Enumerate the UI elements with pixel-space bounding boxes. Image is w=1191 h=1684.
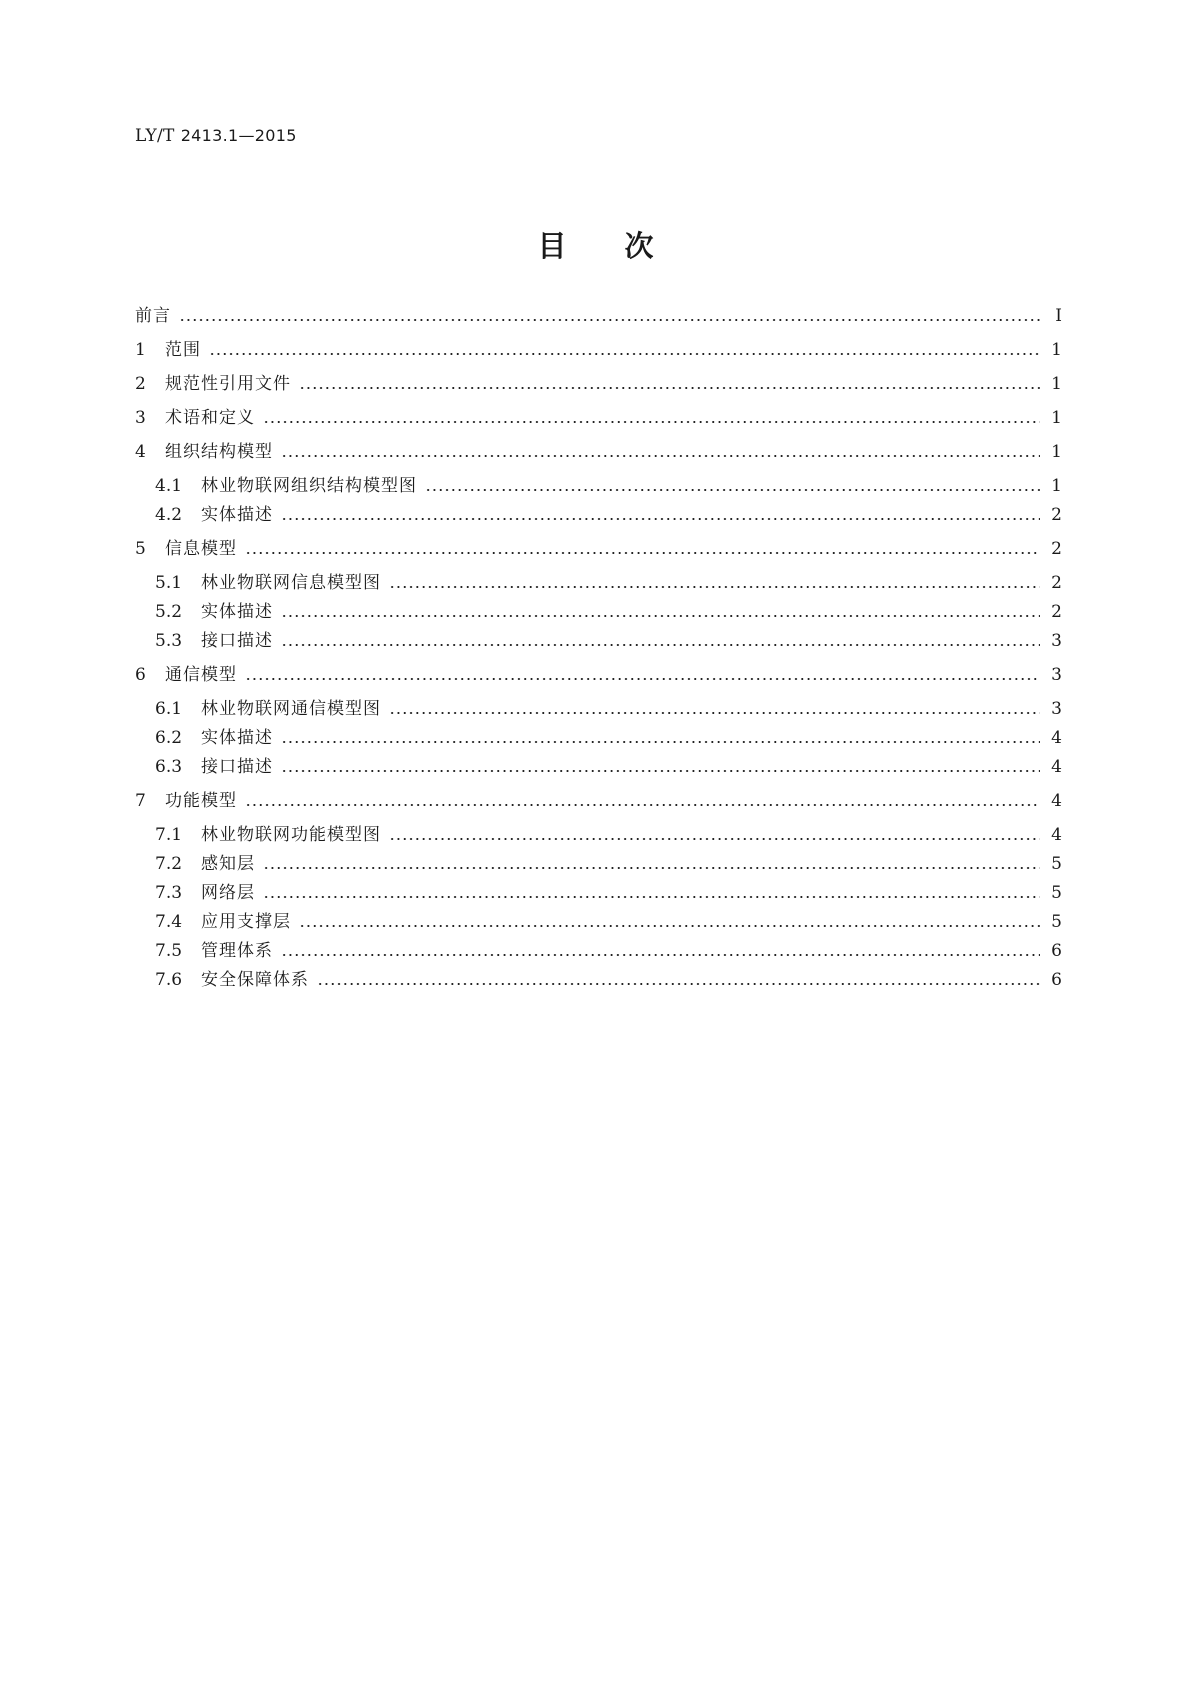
toc-entry-number: 6.2 bbox=[155, 728, 183, 748]
toc-entry-label: 术语和定义 bbox=[165, 408, 255, 428]
toc-entry-page: 4 bbox=[1051, 728, 1062, 748]
toc-entry-number: 4.1 bbox=[155, 476, 183, 496]
toc-dot-leader bbox=[263, 420, 1040, 424]
toc-entry-2[interactable] bbox=[135, 372, 1062, 396]
toc-dot-leader bbox=[209, 352, 1040, 356]
toc-dot-leader bbox=[281, 953, 1040, 957]
toc-entry-label: 接口描述 bbox=[201, 631, 273, 651]
toc-entry-6[interactable] bbox=[135, 663, 1062, 687]
toc-entry-page: 1 bbox=[1051, 442, 1062, 462]
toc-entry-number: 6 bbox=[135, 665, 146, 685]
toc-entry-label: 接口描述 bbox=[201, 757, 273, 777]
toc-entry-page: 3 bbox=[1051, 665, 1062, 685]
toc-dot-leader bbox=[281, 769, 1040, 773]
toc-entry-page: 1 bbox=[1051, 476, 1062, 496]
toc-entry-number: 3 bbox=[135, 408, 146, 428]
toc-dot-leader bbox=[281, 517, 1040, 521]
toc-entry-label: 管理体系 bbox=[201, 941, 273, 961]
toc-entry-number: 7 bbox=[135, 791, 146, 811]
toc-entry-5-1[interactable] bbox=[155, 571, 1062, 595]
toc-entry-page: 6 bbox=[1051, 970, 1062, 990]
toc-entry-label: 林业物联网信息模型图 bbox=[201, 573, 381, 593]
toc-dot-leader bbox=[263, 895, 1040, 899]
toc-entry-page: 4 bbox=[1051, 791, 1062, 811]
toc-entry-label: 规范性引用文件 bbox=[165, 374, 291, 394]
toc-dot-leader bbox=[245, 677, 1040, 681]
toc-entry-7-6[interactable] bbox=[155, 968, 1062, 992]
toc-entry-label: 范围 bbox=[165, 340, 201, 360]
toc-entry-6-1[interactable] bbox=[155, 697, 1062, 721]
toc-entry-7-1[interactable] bbox=[155, 823, 1062, 847]
toc-entry-number: 5.1 bbox=[155, 573, 183, 593]
toc-entry-number: 7.2 bbox=[155, 854, 183, 874]
toc-entry-5[interactable] bbox=[135, 537, 1062, 561]
toc-entry-number: 2 bbox=[135, 374, 146, 394]
toc-dot-leader bbox=[263, 866, 1040, 870]
toc-entry-4-1[interactable] bbox=[155, 474, 1062, 498]
toc-entry-page: 5 bbox=[1051, 912, 1062, 932]
toc-entry-number: 7.3 bbox=[155, 883, 183, 903]
toc-entry-7-4[interactable] bbox=[155, 910, 1062, 934]
toc-entry-page: 5 bbox=[1051, 883, 1062, 903]
toc-entry-number: 7.1 bbox=[155, 825, 183, 845]
toc-dot-leader bbox=[245, 803, 1040, 807]
toc-entry-number: 4 bbox=[135, 442, 146, 462]
toc-entry-label: 安全保障体系 bbox=[201, 970, 309, 990]
toc-entry-number: 7.5 bbox=[155, 941, 183, 961]
toc-entry-5-3[interactable] bbox=[155, 629, 1062, 653]
toc-entry-1[interactable] bbox=[135, 338, 1062, 362]
toc-entry-6-3[interactable] bbox=[155, 755, 1062, 779]
toc-entry-label: 林业物联网通信模型图 bbox=[201, 699, 381, 719]
toc-entry-number: 1 bbox=[135, 340, 146, 360]
toc-entry-page: 2 bbox=[1051, 505, 1062, 525]
standard-prefix: LY/T bbox=[135, 126, 175, 146]
toc-entry-number: 6.3 bbox=[155, 757, 183, 777]
toc-entry-number: 5 bbox=[135, 539, 146, 559]
toc-entry-7-5[interactable] bbox=[155, 939, 1062, 963]
toc-dot-leader bbox=[389, 585, 1040, 589]
page-title: 目次 bbox=[537, 229, 712, 263]
toc-entry-page: 1 bbox=[1051, 408, 1062, 428]
toc-entry-label: 应用支撑层 bbox=[201, 912, 291, 932]
toc-entry-page: 3 bbox=[1051, 631, 1062, 651]
toc-entry-label: 功能模型 bbox=[165, 791, 237, 811]
toc-entry-number: 4.2 bbox=[155, 505, 183, 525]
toc-entry-4[interactable] bbox=[135, 440, 1062, 464]
toc-entry-page: 3 bbox=[1051, 699, 1062, 719]
toc-entry-7-2[interactable] bbox=[155, 852, 1062, 876]
toc-entry-page: 1 bbox=[1051, 340, 1062, 360]
toc-dot-leader bbox=[281, 740, 1040, 744]
standard-code: 2413.1—2015 bbox=[180, 126, 297, 145]
toc-entry-page: 4 bbox=[1051, 757, 1062, 777]
toc-entry-number: 7.4 bbox=[155, 912, 183, 932]
toc-entry-label: 网络层 bbox=[201, 883, 255, 903]
toc-entry-6-2[interactable] bbox=[155, 726, 1062, 750]
toc-dot-leader bbox=[389, 837, 1040, 841]
toc-entry-number: 5.3 bbox=[155, 631, 183, 651]
toc-dot-leader bbox=[179, 318, 1040, 322]
toc-entry-page: 1 bbox=[1051, 374, 1062, 394]
toc-entry-label: 实体描述 bbox=[201, 728, 273, 748]
toc-dot-leader bbox=[245, 551, 1040, 555]
toc-entry-label: 实体描述 bbox=[201, 505, 273, 525]
toc-entry-label: 信息模型 bbox=[165, 539, 237, 559]
toc-entry-label: 林业物联网功能模型图 bbox=[201, 825, 381, 845]
toc-entry-5-2[interactable] bbox=[155, 600, 1062, 624]
toc-dot-leader bbox=[281, 614, 1040, 618]
toc-dot-leader bbox=[281, 454, 1040, 458]
toc-entry-page: 2 bbox=[1051, 573, 1062, 593]
toc-entry-4-2[interactable] bbox=[155, 503, 1062, 527]
toc-entry-number: 7.6 bbox=[155, 970, 183, 990]
toc-entry-7[interactable] bbox=[135, 789, 1062, 813]
toc-entry-label: 感知层 bbox=[201, 854, 255, 874]
toc-dot-leader bbox=[425, 488, 1040, 492]
toc-entry-page: 6 bbox=[1051, 941, 1062, 961]
toc-entry-page: 4 bbox=[1051, 825, 1062, 845]
toc-entry-7-3[interactable] bbox=[155, 881, 1062, 905]
toc-dot-leader bbox=[299, 386, 1040, 390]
toc-dot-leader bbox=[299, 924, 1040, 928]
toc-entry-page: 5 bbox=[1051, 854, 1062, 874]
toc-entry-3[interactable] bbox=[135, 406, 1062, 430]
toc-entry-label: 前言 bbox=[135, 306, 171, 326]
toc-entry-number: 5.2 bbox=[155, 602, 183, 622]
toc-dot-leader bbox=[389, 711, 1040, 715]
toc-entry-page: Ⅰ bbox=[1055, 306, 1062, 326]
toc-dot-leader bbox=[281, 643, 1040, 647]
standard-number bbox=[135, 126, 297, 146]
toc-entry-page: 2 bbox=[1051, 539, 1062, 559]
toc-entry-number: 6.1 bbox=[155, 699, 183, 719]
toc-entry-foreword[interactable] bbox=[135, 304, 1062, 328]
toc-entry-label: 通信模型 bbox=[165, 665, 237, 685]
toc-dot-leader bbox=[317, 982, 1040, 986]
toc-entry-label: 组织结构模型 bbox=[165, 442, 273, 462]
toc-entry-label: 林业物联网组织结构模型图 bbox=[201, 476, 417, 496]
toc-entry-label: 实体描述 bbox=[201, 602, 273, 622]
toc-entry-page: 2 bbox=[1051, 602, 1062, 622]
